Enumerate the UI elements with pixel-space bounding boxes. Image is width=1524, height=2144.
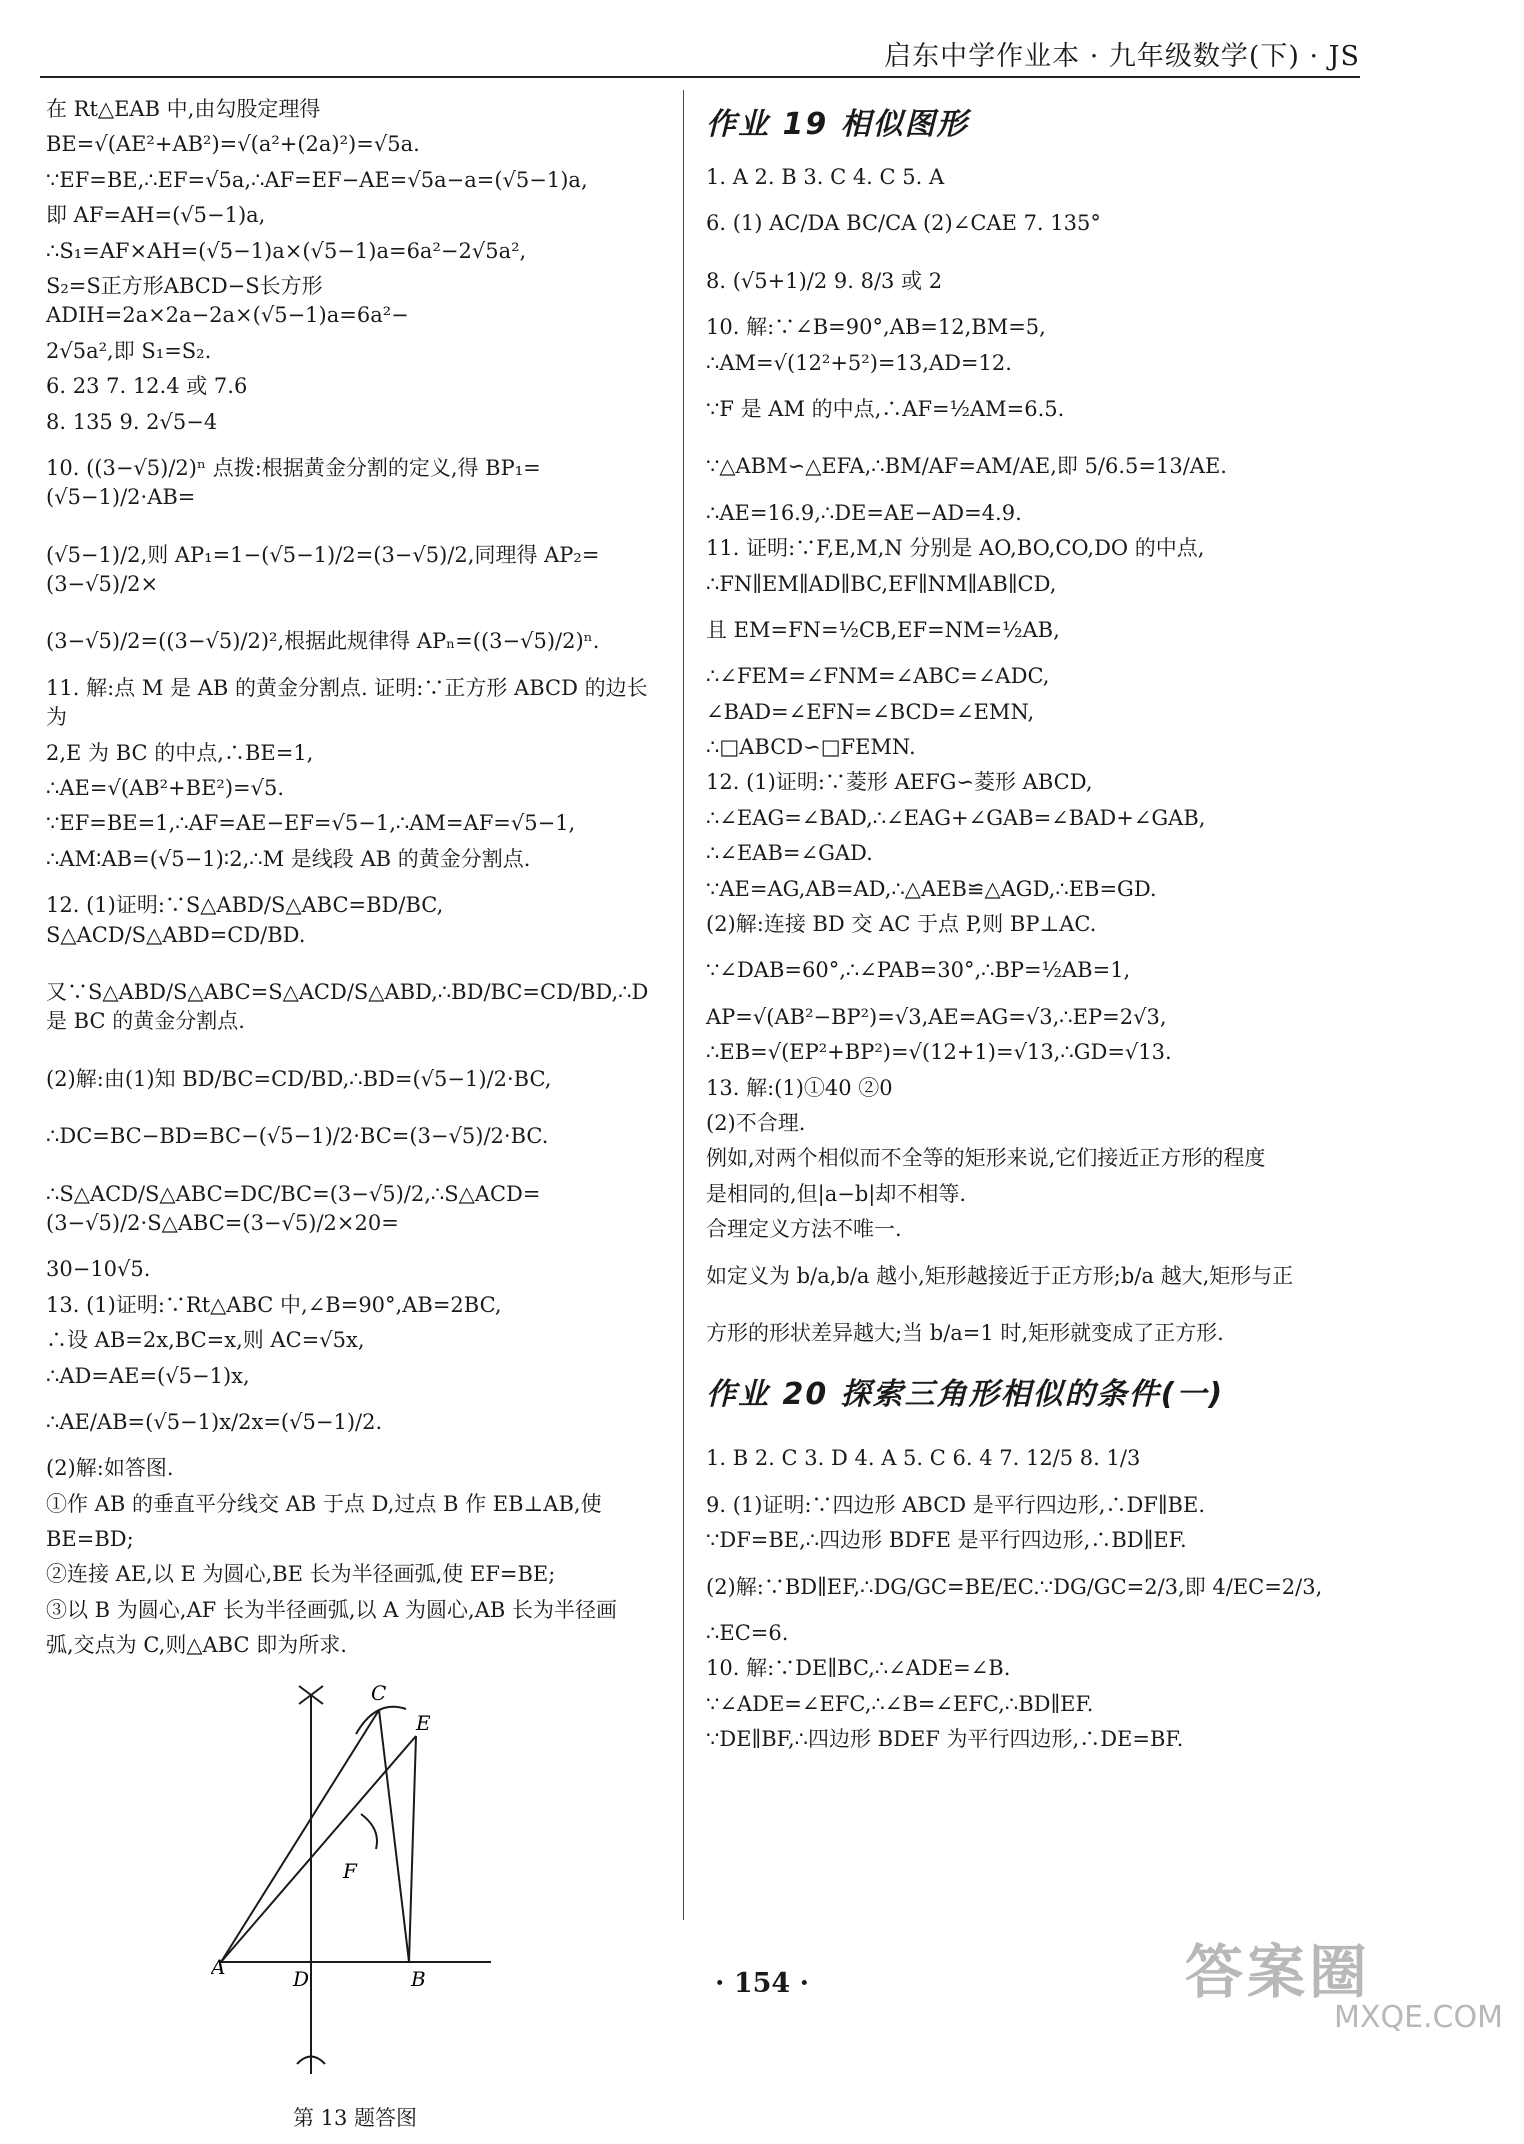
text-line: ∵DE∥BF,∴四边形 BDEF 为平行四边形,∴DE=BF. — [706, 1727, 1184, 1752]
text-line: ∴AD=AE=(√5−1)x, — [46, 1363, 250, 1388]
text-line: ①作 AB 的垂直平分线交 AB 于点 D,过点 B 作 EB⊥AB,使 — [46, 1491, 602, 1516]
problem-line: 11. 证明:∵F,E,M,N 分别是 AO,BO,CO,DO 的中点, — [706, 536, 1205, 561]
right-column — [706, 92, 1366, 1757]
text-line: ∴AM∶AB=(√5−1)∶2,∴M 是线段 AB 的黄金分割点. — [46, 846, 531, 871]
line-eb — [409, 1736, 416, 1962]
text-line: ∵F 是 AM 的中点,∴AF=½AM=6.5. — [706, 396, 1065, 421]
problem-line: 10. 解:∵∠B=90°,AB=12,BM=5, — [706, 315, 1046, 340]
problem-line: 11. 解:点 M 是 AB 的黄金分割点. 证明:∵正方形 ABCD 的边长为 — [46, 675, 648, 730]
text-line: BE=√(AE²+AB²)=√(a²+(2a)²)=√5a. — [46, 132, 420, 157]
text-line: 是相同的,但|a−b|却不相等. — [706, 1181, 967, 1206]
running-header: 启东中学作业本 · 九年级数学(下) · JS — [884, 41, 1360, 72]
text-line: ∴EB=√(EP²+BP²)=√(12+1)=√13,∴GD=√13. — [706, 1040, 1172, 1065]
text-line: ∵DF=BE,∴四边形 BDFE 是平行四边形,∴BD∥EF. — [706, 1528, 1187, 1553]
answer-line: 1. A 2. B 3. C 4. C 5. A — [706, 165, 945, 189]
text-line: ③以 B 为圆心,AF 长为半径画弧,以 A 为圆心,AB 长为半径画 — [46, 1597, 618, 1622]
text-line: (2)解:连接 BD 交 AC 于点 P,则 BP⊥AC. — [706, 912, 1097, 937]
text-line: ∴AE=16.9,∴DE=AE−AD=4.9. — [706, 500, 1022, 525]
problem-line: 9. (1)证明:∵四边形 ABCD 是平行四边形,∴DF∥BE. — [706, 1492, 1205, 1517]
watermark-url: MXQE.COM — [1334, 2000, 1503, 2035]
answer-line: 10. ((3−√5)/2)ⁿ 点拨:根据黄金分割的定义,得 BP₁=(√5−1)/2·AB= — [46, 455, 541, 510]
answer-line: 1. B 2. C 3. D 4. A 5. C 6. 4 7. 12/5 8. 1/3 — [706, 1446, 1141, 1471]
text-line: AP=√(AB²−BP²)=√3,AE=AG=√3,∴EP=2√3, — [706, 1004, 1167, 1029]
text-line: BE=BD; — [46, 1527, 134, 1552]
label-d: D — [293, 1966, 310, 1991]
text-line: ∴∠FEM=∠FNM=∠ABC=∠ADC, — [706, 664, 1050, 689]
problem-line: 13. 解:(1)①40 ②0 — [706, 1075, 893, 1100]
text-line: 30−10√5. — [46, 1257, 151, 1282]
text-line: (2)解:由(1)知 BD/BC=CD/BD,∴BD=(√5−1)/2·BC, — [46, 1066, 552, 1091]
text-line: ∴□ABCD∽□FEMN. — [706, 735, 916, 760]
label-f: F — [343, 1858, 357, 1883]
text-line: ∴EC=6. — [706, 1620, 789, 1645]
text-line: ∴FN∥EM∥AD∥BC,EF∥NM∥AB∥CD, — [706, 571, 1057, 596]
left-column — [46, 92, 664, 2144]
text-line: ∴AM=√(12²+5²)=13,AD=12. — [706, 350, 1012, 375]
text-line: 且 EM=FN=½CB,EF=NM=½AB, — [706, 617, 1060, 642]
text-line: 又∵S△ABD/S△ABC=S△ACD/S△ABD,∴BD/BC=CD/BD,∴D 是 BC 的黄金分割点. — [46, 979, 649, 1034]
label-c: C — [371, 1680, 387, 1705]
text-line: (2)解:∵BD∥EF,∴DG/GC=BE/EC.∵DG/GC=2/3,即 4/EC=2/3, — [706, 1574, 1323, 1599]
text-line: ∵AE=AG,AB=AD,∴△AEB≌△AGD,∴EB=GD. — [706, 876, 1157, 901]
text-line: ∴∠EAG=∠BAD,∴∠EAG+∠GAB=∠BAD+∠GAB, — [706, 805, 1206, 830]
section-title-19: 作业 19 相似图形 — [706, 107, 969, 142]
text-line: 2√5a²,即 S₁=S₂. — [46, 338, 212, 363]
watermark-text: 答案圈 — [1185, 1938, 1372, 2006]
column-divider — [683, 90, 684, 1920]
text-line: 如定义为 b/a,b/a 越小,矩形越接近于正方形;b/a 越大,矩形与正 — [706, 1263, 1294, 1288]
text-line: 即 AF=AH=(√5−1)a, — [46, 203, 266, 228]
text-line: 弧,交点为 C,则△ABC 即为所求. — [46, 1633, 347, 1658]
problem-line: 12. (1)证明:∵S△ABD/S△ABC=BD/BC, S△ACD/S△ABD=CD/BD. — [46, 893, 444, 947]
header-rule — [40, 76, 1360, 78]
text-line: ∴S₁=AF×AH=(√5−1)a×(√5−1)a=6a²−2√5a², — [46, 238, 527, 263]
answer-line: 8. (√5+1)/2 9. 8/3 或 2 — [706, 268, 943, 293]
text-line: ∠BAD=∠EFN=∠BCD=∠EMN, — [706, 699, 1035, 724]
text-line: ∴S△ACD/S△ABC=DC/BC=(3−√5)/2,∴S△ACD=(3−√5)/2·S△ABC=(3−√5)/2×20= — [46, 1181, 541, 1235]
text-line: 合理定义方法不唯一. — [706, 1217, 902, 1242]
text-line: S₂=S正方形ABCD−S长方形ADIH=2a×2a−2a×(√5−1)a=6a²− — [46, 273, 409, 328]
text-line: ∴设 AB=2x,BC=x,则 AC=√5x, — [46, 1328, 365, 1353]
text-line: ∵EF=BE=1,∴AF=AE−EF=√5−1,∴AM=AF=√5−1, — [46, 811, 576, 836]
label-e: E — [416, 1710, 431, 1735]
line-ac — [221, 1710, 379, 1962]
text-line: ∴AE=√(AB²+BE²)=√5. — [46, 776, 285, 801]
page-number: · 154 · — [715, 1968, 809, 1999]
arc-f — [361, 1814, 377, 1849]
line-ae — [221, 1736, 416, 1962]
text-line: (2)不合理. — [706, 1110, 806, 1135]
problem-line: 12. (1)证明:∵菱形 AEFG∽菱形 ABCD, — [706, 770, 1093, 795]
text-line: ∵△ABM∽△EFA,∴BM/AF=AM/AE,即 5/6.5=13/AE. — [706, 454, 1227, 479]
text-line: ∵EF=BE,∴EF=√5a,∴AF=EF−AE=√5a−a=(√5−1)a, — [46, 167, 588, 192]
text-line: ∴AE/AB=(√5−1)x/2x=(√5−1)/2. — [46, 1409, 383, 1434]
text-line: (√5−1)/2,则 AP₁=1−(√5−1)/2=(3−√5)/2,同理得 AP₂=(3−√5)/2× — [46, 542, 600, 597]
watermark-logo — [1185, 1925, 1515, 2035]
answer-line: 6. (1) AC/DA BC/CA (2)∠CAE 7. 135° — [706, 211, 1101, 236]
problem-line: 13. (1)证明:∵Rt△ABC 中,∠B=90°,AB=2BC, — [46, 1292, 502, 1317]
text-line: 2,E 为 BC 的中点,∴BE=1, — [46, 740, 314, 765]
text-line: (2)解:如答图. — [46, 1456, 174, 1481]
construction-diagram — [211, 1664, 501, 2094]
section-title-20: 作业 20 探索三角形相似的条件(一) — [706, 1377, 1225, 1413]
text-line: (3−√5)/2=((3−√5)/2)²,根据此规律得 APₙ=((3−√5)/2)ⁿ. — [46, 629, 600, 654]
problem-line: 10. 解:∵DE∥BC,∴∠ADE=∠B. — [706, 1656, 1011, 1681]
text-line: ∵∠ADE=∠EFC,∴∠B=∠EFC,∴BD∥EF. — [706, 1691, 1094, 1716]
text-line: 在 Rt△EAB 中,由勾股定理得 — [46, 97, 321, 121]
text-line: ∵∠DAB=60°,∴∠PAB=30°,∴BP=½AB=1, — [706, 958, 1131, 983]
label-a: A — [211, 1954, 226, 1979]
answer-line: 6. 23 7. 12.4 或 7.6 — [46, 374, 248, 399]
label-b: B — [411, 1966, 426, 1991]
text-line: 方形的形状差异越大;当 b/a=1 时,矩形就变成了正方形. — [706, 1320, 1224, 1345]
text-line: ②连接 AE,以 E 为圆心,BE 长为半径画弧,使 EF=BE; — [46, 1562, 556, 1587]
figure-caption: 第 13 题答图 — [292, 2105, 418, 2130]
text-line: ∴∠EAB=∠GAD. — [706, 841, 873, 866]
answer-line: 8. 135 9. 2√5−4 — [46, 409, 218, 434]
construction-figure — [46, 1664, 664, 2144]
text-line: ∴DC=BC−BD=BC−(√5−1)/2·BC=(3−√5)/2·BC. — [46, 1124, 549, 1149]
text-line: 例如,对两个相似而不全等的矩形来说,它们接近正方形的程度 — [706, 1146, 1266, 1171]
